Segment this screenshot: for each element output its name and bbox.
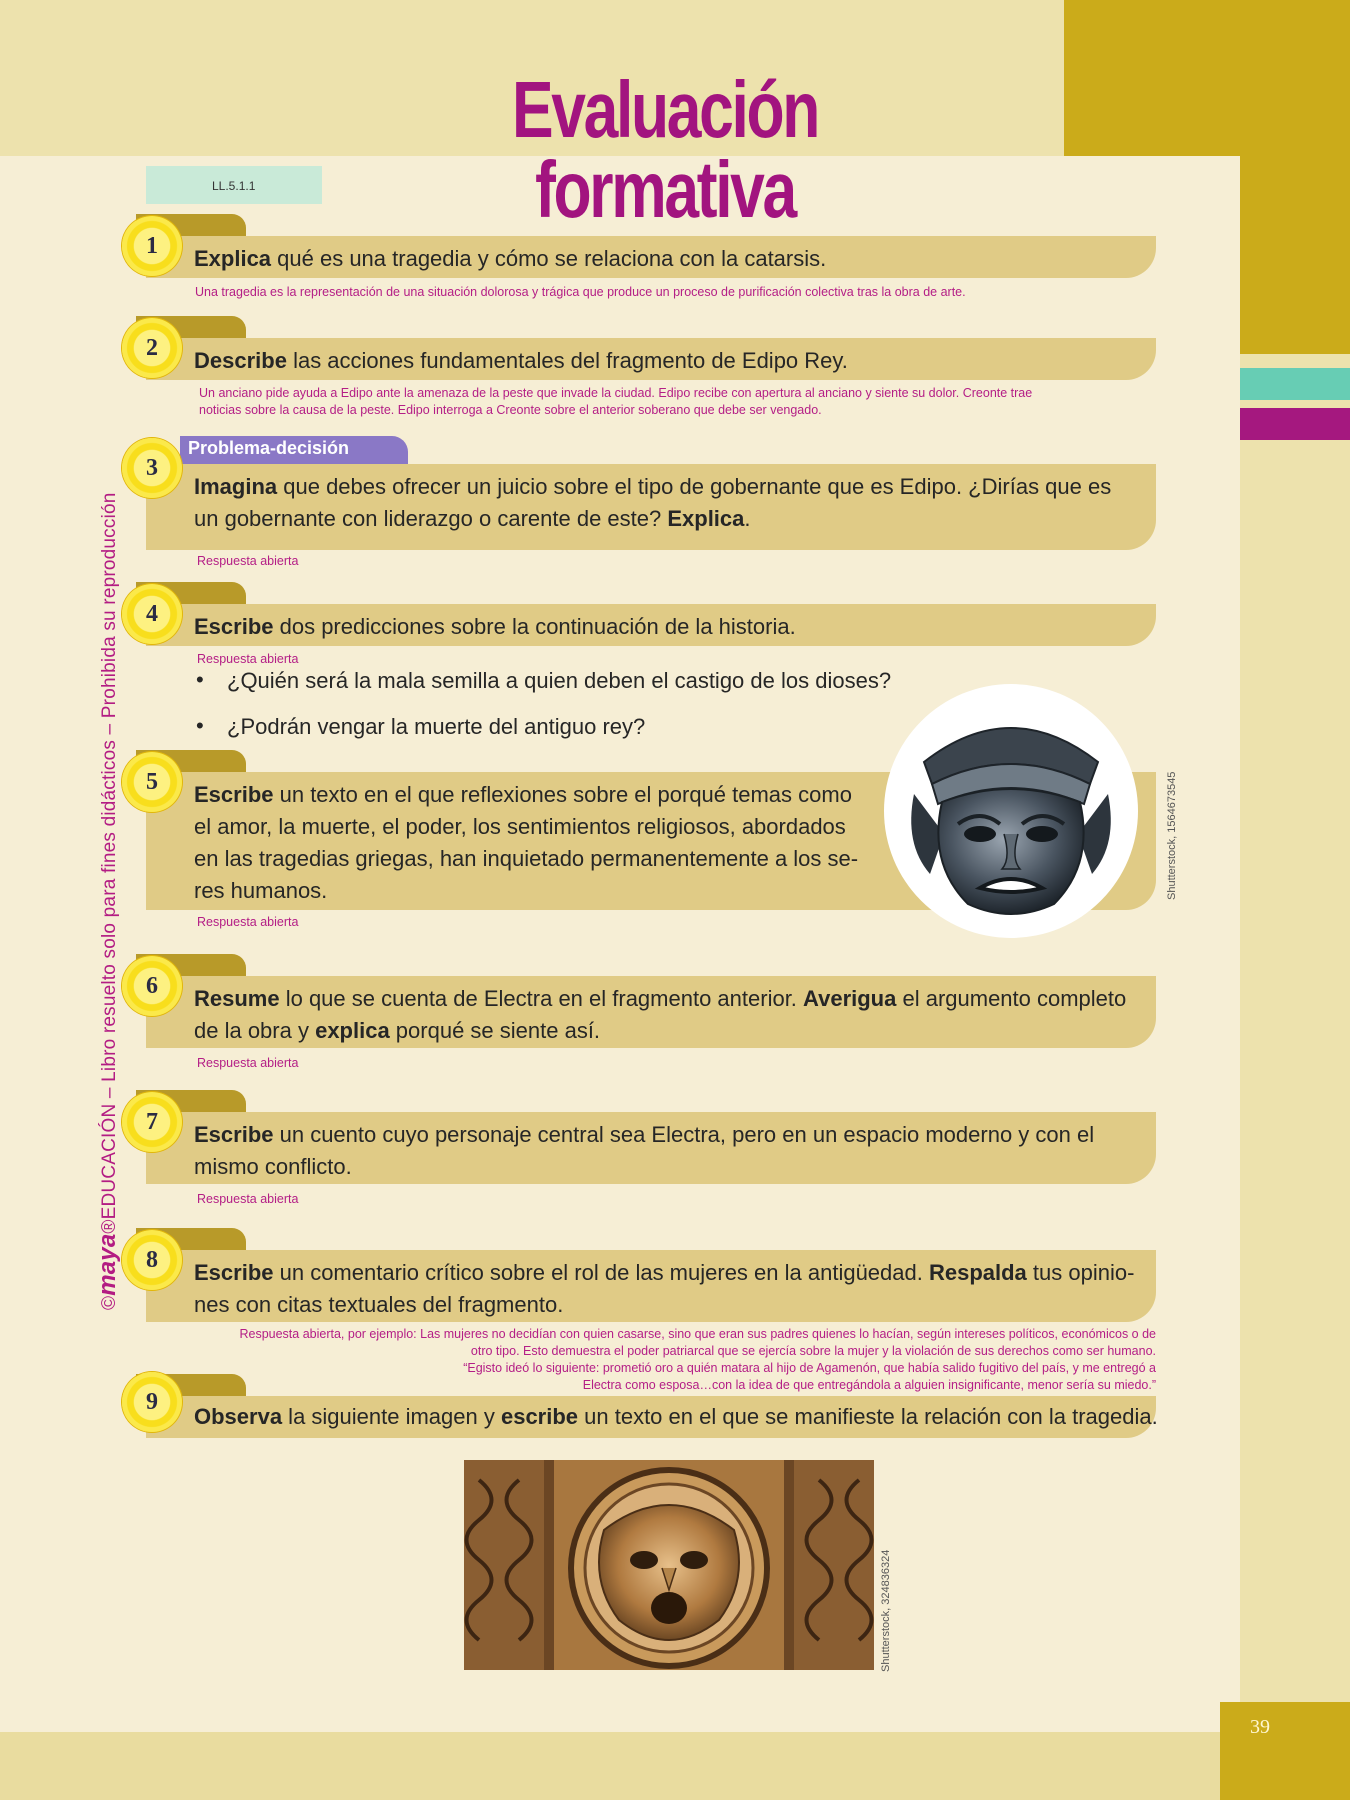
page-title: Evaluación formativa bbox=[511, 65, 819, 234]
activity-number-badge: 8 bbox=[122, 1230, 182, 1290]
theater-mask-image bbox=[884, 684, 1138, 938]
activity-4-answer: Respuesta abierta bbox=[197, 652, 299, 666]
activity-9-question: Observa la siguiente imagen y escribe un texto en el que se manifieste la relación con la tragedia. bbox=[194, 1404, 1158, 1429]
activity-7-question: Escribe un cuento cuyo personaje central sea Electra, pero en un espacio moderno y con el mismo conflicto. bbox=[194, 1122, 1095, 1179]
activity-7-answer: Respuesta abierta bbox=[197, 1192, 299, 1206]
activity-number-badge: 4 bbox=[122, 584, 182, 644]
photo-credit: Shutterstock, 1564673545 bbox=[1166, 771, 1178, 900]
teal-strip bbox=[1240, 368, 1350, 400]
activity-number-badge: 6 bbox=[122, 956, 182, 1016]
magenta-strip bbox=[1240, 408, 1350, 440]
activity-8-question: Escribe un comentario crítico sobre el rol de las mujeres en la antigüedad. Respalda tus opinio- nes con citas textuales del fragmento. bbox=[194, 1260, 1135, 1317]
activity-number-badge: 3 bbox=[122, 438, 182, 498]
activity-number-badge: 7 bbox=[122, 1092, 182, 1152]
activity-1-question: Explica qué es una tragedia y cómo se relaciona con la catarsis. bbox=[194, 246, 827, 271]
tragedy-mask-illustration bbox=[884, 684, 1138, 938]
stone-mask-relief-illustration bbox=[464, 1460, 874, 1670]
activity-1-answer: Una tragedia es la representación de una situación dolorosa y trágica que produce un proceso de purificación colectiva tras la obra de arte. bbox=[195, 285, 966, 299]
copyright-notice: EDUCACIÓN – Libro resuelto solo para fines didácticos – Prohibida su reproducción bbox=[99, 492, 120, 1220]
prediction-item: ¿Podrán vengar la muerte del antiguo rey? bbox=[227, 714, 646, 739]
bottom-band bbox=[0, 1732, 1350, 1800]
activity-6-answer: Respuesta abierta bbox=[197, 1056, 299, 1070]
copyright-symbol: © bbox=[99, 1295, 120, 1310]
copyright-side-text bbox=[94, 492, 122, 1310]
activity-number-badge: 1 bbox=[122, 216, 182, 276]
prediction-bullet: • bbox=[196, 713, 204, 738]
page-number: 39 bbox=[1250, 1716, 1270, 1738]
photo-credit: Shutterstock, 324836324 bbox=[880, 1549, 892, 1672]
prediction-bullet: • bbox=[196, 667, 204, 692]
registered-mark: ® bbox=[99, 1219, 120, 1234]
brand-logo-text: maya bbox=[94, 1233, 121, 1296]
activity-3-question: Imagina que debes ofrecer un juicio sobre el tipo de gobernante que es Edipo. ¿Dirías que es un gobernante con liderazgo o carente de este? Explica. bbox=[194, 474, 1112, 531]
activity-2-answer: Un anciano pide ayuda a Edipo ante la amenaza de la peste que invade la ciudad. Edipo recibe con apertura al anciano y siente su dolor. Creonte trae noticias sobre la causa de la peste. Edipo interroga a Creonte sobre el anterior soberano que debe ser vengado. bbox=[199, 386, 1033, 417]
activity-3-answer: Respuesta abierta bbox=[197, 554, 299, 568]
right-margin bbox=[1240, 440, 1350, 1800]
skill-code: LL.5.1.1 bbox=[212, 179, 256, 193]
activity-2-question: Describe las acciones fundamentales del fragmento de Edipo Rey. bbox=[194, 348, 848, 373]
activity-6-question: Resume lo que se cuenta de Electra en el fragmento anterior. Averigua el argumento completo de la obra y explica porqué se siente así. bbox=[194, 986, 1127, 1043]
prediction-item: ¿Quién será la mala semilla a quien deben el castigo de los dioses? bbox=[227, 668, 892, 693]
activity-number-badge: 5 bbox=[122, 752, 182, 812]
activity-5-answer: Respuesta abierta bbox=[197, 915, 299, 929]
activity-number-badge: 2 bbox=[122, 318, 182, 378]
activity-4-question: Escribe dos predicciones sobre la continuación de la historia. bbox=[194, 614, 796, 639]
activity-number-badge: 9 bbox=[122, 1372, 182, 1432]
problema-decision-label: Problema-decisión bbox=[188, 438, 350, 458]
activity-8-answer: Respuesta abierta, por ejemplo: Las mujeres no decidían con quien casarse, sino que eran sus padres quienes lo hacían, según intereses políticos, económicos o de otro tipo. Esto demuestra el poder patriarcal que se ejercía sobre la mujer y la violación de sus derechos como ser humano. “Egisto ideó lo siguiente: prometió oro a quién matara al hijo de Agamenón, que había salido fugitivo del país, y me entregó a Electra como esposa…con la idea de que entregándola a alguien insignificante, menor sería su miedo.” bbox=[239, 1327, 1156, 1392]
stone-mask-photo bbox=[464, 1460, 874, 1670]
activity-5-question: Escribe un texto en el que reflexiones sobre el porqué temas como el amor, la muerte, el poder, los sentimientos religiosos, abordados en las tragedias griegas, han inquietado permanentemente a los se- res humanos. bbox=[194, 782, 859, 903]
